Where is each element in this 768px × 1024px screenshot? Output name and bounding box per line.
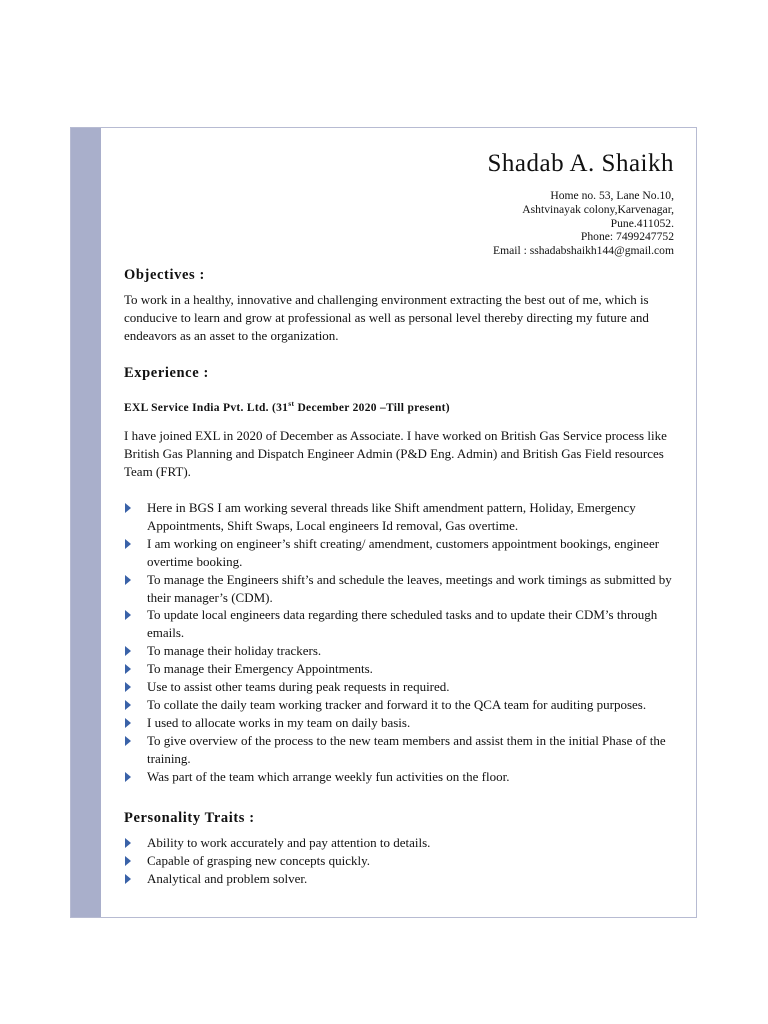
list-item-text: Capable of grasping new concepts quickly. — [147, 852, 370, 868]
bullet-arrow-icon — [125, 664, 131, 674]
list-item-text: To update local engineers data regarding there scheduled tasks and to update their CDM’s through emails. — [147, 607, 658, 641]
list-item — [124, 571, 674, 607]
personality-bullet-list — [124, 834, 674, 888]
experience-summary: I have joined EXL in 2020 of December as Associate. I have worked on British Gas Service process like British Gas Planning and Dispatch Engineer Admin (P&D Eng. Admin) and British Gas Field resources Team (FRT). — [124, 428, 667, 479]
bullet-arrow-icon — [125, 718, 131, 728]
bullet-arrow-icon — [125, 856, 131, 866]
bullet-arrow-icon — [125, 682, 131, 692]
bullet-arrow-icon — [125, 874, 131, 884]
resume-page — [70, 127, 697, 918]
address-line-1: Home no. 53, Lane No.10, — [550, 189, 674, 202]
bullet-arrow-icon — [125, 646, 131, 656]
list-item — [124, 852, 674, 870]
list-item-text: To manage their holiday trackers. — [147, 643, 322, 659]
list-item — [124, 660, 674, 678]
list-item — [124, 642, 674, 660]
list-item-text: Ability to work accurately and pay attention to details. — [147, 835, 431, 850]
experience-bullet-list — [124, 499, 674, 786]
list-item — [124, 499, 674, 535]
resume-content — [124, 128, 674, 917]
bullet-arrow-icon — [125, 772, 131, 782]
list-item-text: To manage the Engineers shift’s and schedule the leaves, meetings and work timings as submitted by their manager’s (CDM). — [147, 571, 672, 605]
list-item — [124, 870, 674, 888]
email-text: Email : sshadabshaikh144@gmail.com — [492, 244, 674, 258]
list-item-text: I am working on engineer’s shift creating/ amendment, customers appointment bookings, engineer overtime booking. — [147, 535, 660, 569]
sidebar-accent-bar — [71, 128, 101, 917]
list-item-text: To manage their Emergency Appointments. — [147, 661, 373, 677]
list-item-text: Here in BGS I am working several threads like Shift amendment pattern, Holiday, Emergency Appointments, Shift Swaps, Local engineers Id removal, Gas overtime. — [147, 500, 636, 533]
list-item-text: Was part of the team which arrange weekly fun activities on the floor. — [147, 768, 510, 784]
list-item-text: Analytical and problem solver. — [147, 870, 308, 886]
phone-text: Phone: 7499247752 — [580, 230, 674, 244]
bullet-arrow-icon — [125, 610, 131, 620]
list-item — [124, 606, 674, 642]
objectives-text: To work in a healthy, innovative and challenging environment extracting the best out of me, which is conducive to learn and grow at professional as well as personal level thereby directing my future and endeavors as an asset to the organization. — [124, 292, 649, 343]
list-item — [124, 535, 674, 571]
address-line-3: Pune.411052. — [610, 216, 674, 230]
list-item — [124, 714, 674, 732]
address-line-2: Ashtvinayak colony,Karvenagar, — [522, 202, 674, 216]
list-item — [124, 768, 674, 786]
bullet-arrow-icon — [125, 575, 131, 585]
bullet-arrow-icon — [125, 838, 131, 848]
bullet-arrow-icon — [125, 539, 131, 549]
list-item — [124, 678, 674, 696]
bullet-arrow-icon — [125, 736, 131, 746]
personality-heading: Personality Traits : — [124, 810, 255, 826]
company-prefix: EXL Service India Pvt. Ltd. (31 — [124, 401, 289, 414]
list-item — [124, 732, 674, 768]
experience-heading: Experience : — [124, 365, 209, 381]
company-line — [124, 399, 450, 414]
list-item-text: Use to assist other teams during peak requests in required. — [147, 679, 450, 695]
bullet-arrow-icon — [125, 700, 131, 710]
list-item — [124, 834, 674, 852]
company-date-suffix: st — [288, 399, 295, 408]
list-item-text: I used to allocate works in my team on daily basis. — [147, 714, 411, 730]
candidate-name: Shadab A. Shaikh — [487, 150, 674, 177]
contact-block — [493, 189, 674, 258]
list-item-text: To collate the daily team working tracker and forward it to the QCA team for auditing purposes. — [147, 696, 647, 712]
list-item-text: To give overview of the process to the new team members and assist them in the initial Phase of the training. — [147, 732, 666, 766]
company-suffix: December 2020 –Till present) — [294, 401, 450, 414]
list-item — [124, 696, 674, 714]
bullet-arrow-icon — [125, 503, 131, 513]
objectives-heading: Objectives : — [124, 267, 205, 283]
